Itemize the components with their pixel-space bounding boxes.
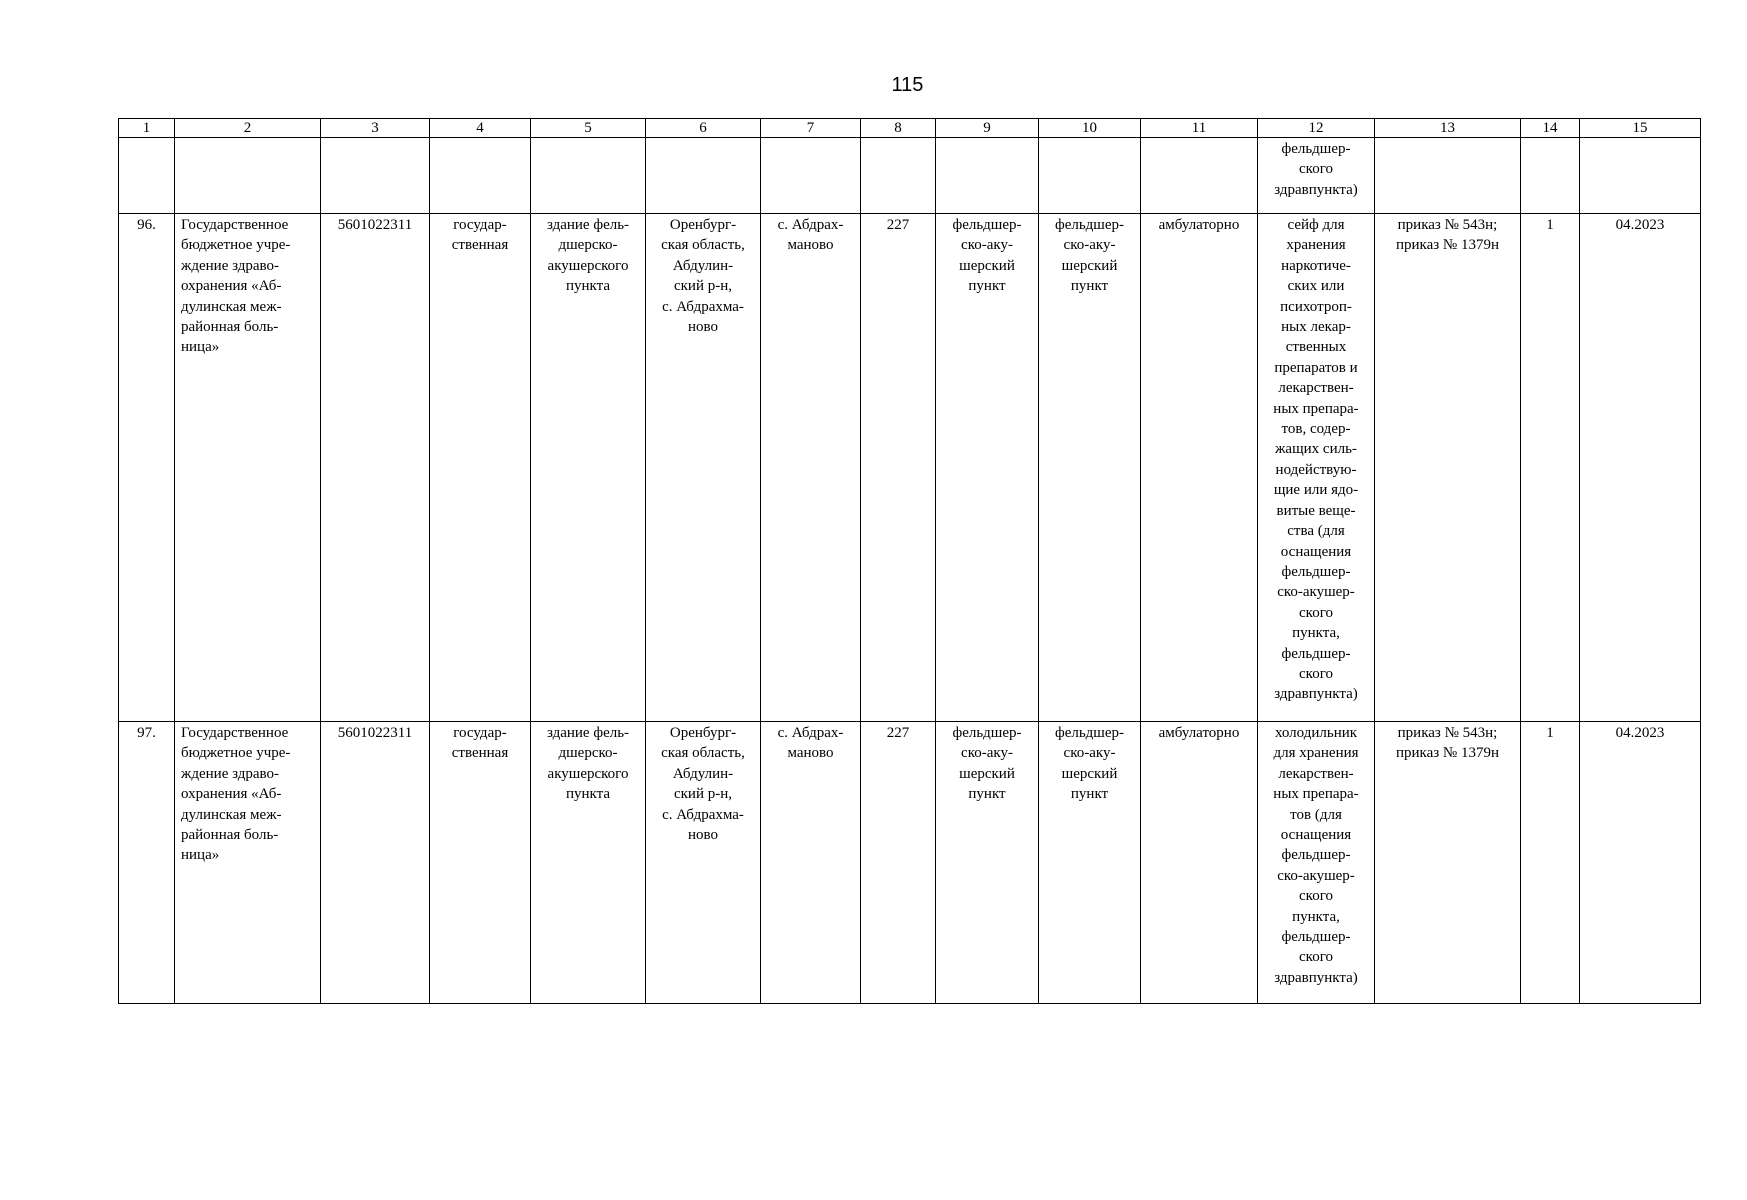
cell-text-line: фельдшер- [1281,563,1351,580]
table-row [119,214,1701,722]
cell-text-line: приказ № 1379н [1395,237,1500,254]
cell-text-line: ных препара- [1273,786,1359,803]
cell-text-line: психотроп- [1280,298,1352,315]
table-cell [430,138,531,214]
cell-text-line: с. Абдрахма- [662,298,744,315]
cell-text-line: дулинская меж- [181,298,282,315]
cell-text-line: ского [1299,888,1333,905]
cell-text-line: здание фель- [546,217,630,233]
cell-text-line: ско-аку- [961,745,1013,762]
column-number-cell: 5 [531,119,646,138]
column-number-cell: 7 [761,119,861,138]
cell-text-line: фельдшер- [952,217,1022,233]
code-cell: 227 [861,722,936,1004]
cell-text-line: ско-аку- [1063,237,1116,254]
cell-text-line: фельдшер- [1281,847,1351,864]
cell-text-line: районная боль- [181,827,279,844]
address-cell [646,214,761,722]
column-number-cell: 1 [119,119,175,138]
quantity-cell: 1 [1521,214,1580,722]
cell-text-line: ско-аку- [961,237,1013,254]
care-form-cell: амбулаторно [1141,214,1258,722]
address-cell [646,722,761,1004]
table-cell [119,138,175,214]
row-number-cell: 97. [119,722,175,1004]
table-cell [1141,138,1258,214]
cell-text-line: с. Абдрах- [777,725,844,741]
cell-text-line: ско-акушер- [1277,584,1355,601]
cell-text-line: здание фель- [546,725,630,741]
equipment-cell [1258,138,1375,214]
cell-text-line: пункт [968,278,1006,295]
inn-cell: 5601022311 [321,214,430,722]
cell-text-line: фельдшер- [1281,929,1351,946]
cell-text-line: Оренбург- [669,217,737,233]
cell-text-line: фельдшер- [1281,645,1351,662]
cell-text-line: пункта [565,278,611,295]
cell-text-line: тов, содер- [1281,421,1351,438]
cell-text-line: фельдшер- [1054,217,1125,233]
cell-text-line: Государственное [181,725,289,741]
cell-text-line: охранения «Аб- [181,786,282,803]
cell-text-line: пункта, [1292,908,1340,925]
table-cell [531,138,646,214]
cell-text-line: пункта [565,786,611,803]
date-cell: 04.2023 [1580,722,1701,1004]
building-cell [531,214,646,722]
cell-text-line: ждение здраво- [181,765,280,782]
cell-text-line: с. Абдрахма- [662,806,744,823]
cell-text-line: оснащения [1280,543,1352,560]
column-number-cell: 12 [1258,119,1375,138]
organization-cell [175,722,321,1004]
cell-text-line: оснащения [1280,827,1352,844]
column-number-cell: 11 [1141,119,1258,138]
cell-text-line: нодействую- [1275,461,1357,478]
column-number-cell: 10 [1039,119,1141,138]
unit-type-cell [936,214,1039,722]
table-cell [175,138,321,214]
quantity-cell: 1 [1521,722,1580,1004]
cell-text-line: Абдулин- [672,257,734,274]
cell-text-line: фельдшер- [1281,141,1351,157]
cell-text-line: дшерско- [558,237,618,254]
locality-cell [761,722,861,1004]
cell-text-line: тов (для [1290,806,1342,823]
page-number: 115 [891,74,924,96]
building-cell [531,722,646,1004]
cell-text-line: ственная [451,745,509,762]
cell-text-line: ско-аку- [1063,745,1116,762]
column-number-cell: 8 [861,119,936,138]
cell-text-line: охранения «Аб- [181,278,282,295]
cell-text-line: приказ № 543н; [1397,725,1498,741]
table-cell [321,138,430,214]
cell-text-line: шерский [959,765,1015,782]
table-cell [761,138,861,214]
cell-text-line: ственных [1285,339,1347,356]
table-cell [936,138,1039,214]
cell-text-line: пункта, [1292,625,1340,642]
table-cell [1521,138,1580,214]
cell-text-line: сейф для [1287,217,1345,233]
table-cell [861,138,936,214]
cell-text-line: ных препара- [1273,400,1359,417]
table-cell [1580,138,1701,214]
cell-text-line: приказ № 543н; [1397,217,1498,233]
table-cell [646,138,761,214]
cell-text-line: Абдулин- [672,765,734,782]
cell-text-line: ского [1299,604,1333,621]
cell-text-line: холодильник [1274,725,1358,741]
orders-cell [1375,722,1521,1004]
cell-text-line: акушерского [547,765,629,782]
cell-text-line: здравпункта) [1274,686,1358,703]
cell-text-line: фельдшер- [1054,725,1125,741]
cell-text-line: ждение здраво- [181,257,280,274]
cell-text-line: дшерско- [558,745,618,762]
cell-text-line: с. Абдрах- [777,217,844,233]
care-form-cell: амбулаторно [1141,722,1258,1004]
unit-type-cell [936,722,1039,1004]
cell-text-line: ско-акушер- [1277,867,1355,884]
inn-cell: 5601022311 [321,722,430,1004]
cell-text-line: жащих силь- [1275,441,1357,458]
column-number-cell: 13 [1375,119,1521,138]
date-cell: 04.2023 [1580,214,1701,722]
cell-text-line: шерский [1061,765,1118,782]
cell-text-line: ский р-н, [673,278,733,295]
cell-text-line: маново [787,237,834,254]
equipment-cell [1258,722,1375,1004]
cell-text-line: ского [1299,949,1333,966]
cell-text-line: шерский [959,257,1015,274]
cell-text-line: государ- [453,725,507,741]
cell-text-line: наркотиче- [1281,257,1351,274]
column-number-cell: 9 [936,119,1039,138]
cell-text-line: государ- [453,217,507,233]
cell-text-line: акушерского [547,257,629,274]
cell-text-line: маново [787,745,834,762]
cell-text-line: витые веще- [1276,502,1356,519]
cell-text-line: шерский [1061,257,1118,274]
continuation-row [119,138,1701,214]
cell-text-line: ства (для [1287,523,1345,540]
column-number-cell: 2 [175,119,321,138]
cell-text-line: ница» [181,339,220,356]
cell-text-line: бюджетное учре- [181,237,291,254]
cell-text-line: ский р-н, [673,786,733,803]
cell-text-line: ница» [181,847,220,864]
cell-text-line: ского [1299,665,1333,682]
cell-text-line: приказ № 1379н [1395,745,1500,762]
cell-text-line: фельдшер- [952,725,1022,741]
table-row [119,722,1701,1004]
orders-cell [1375,214,1521,722]
locality-cell [761,214,861,722]
cell-text-line: хранения [1286,237,1346,254]
cell-text-line: для хранения [1273,745,1359,762]
column-number-cell: 6 [646,119,761,138]
cell-text-line: пункт [1070,278,1109,295]
column-number-row [119,119,1701,138]
cell-text-line: пункт [968,786,1006,803]
cell-text-line: ственная [451,237,509,254]
cell-text-line: ская область, [661,745,745,762]
ownership-cell [430,722,531,1004]
cell-text-line: Оренбург- [669,725,737,741]
cell-text-line: ских или [1287,278,1345,295]
organization-cell [175,214,321,722]
cell-text-line: Государственное [181,217,289,233]
equipment-cell [1258,214,1375,722]
cell-text-line: бюджетное учре- [181,745,291,762]
column-number-cell: 3 [321,119,430,138]
equipment-registry-table [118,118,1701,1004]
cell-text-line: здравпункта) [1274,181,1358,198]
column-number-cell: 15 [1580,119,1701,138]
table-cell [1375,138,1521,214]
unit-cell [1039,214,1141,722]
cell-text-line: ново [687,319,718,336]
cell-text-line: лекарствен- [1278,765,1354,782]
cell-text-line: щие или ядо- [1273,482,1359,499]
cell-text-line: пункт [1070,786,1109,803]
cell-text-line: ского [1299,161,1333,178]
ownership-cell [430,214,531,722]
cell-text-line: ская область, [661,237,745,254]
cell-text-line: ных лекар- [1281,319,1351,336]
cell-text-line: препаратов и [1274,359,1358,376]
cell-text-line: здравпункта) [1274,969,1358,986]
cell-text-line: районная боль- [181,319,279,336]
row-number-cell: 96. [119,214,175,722]
column-number-cell: 4 [430,119,531,138]
code-cell: 227 [861,214,936,722]
column-number-cell: 14 [1521,119,1580,138]
cell-text-line: ново [687,827,718,844]
cell-text-line: дулинская меж- [181,806,282,823]
unit-cell [1039,722,1141,1004]
cell-text-line: лекарствен- [1278,380,1354,397]
table-cell [1039,138,1141,214]
